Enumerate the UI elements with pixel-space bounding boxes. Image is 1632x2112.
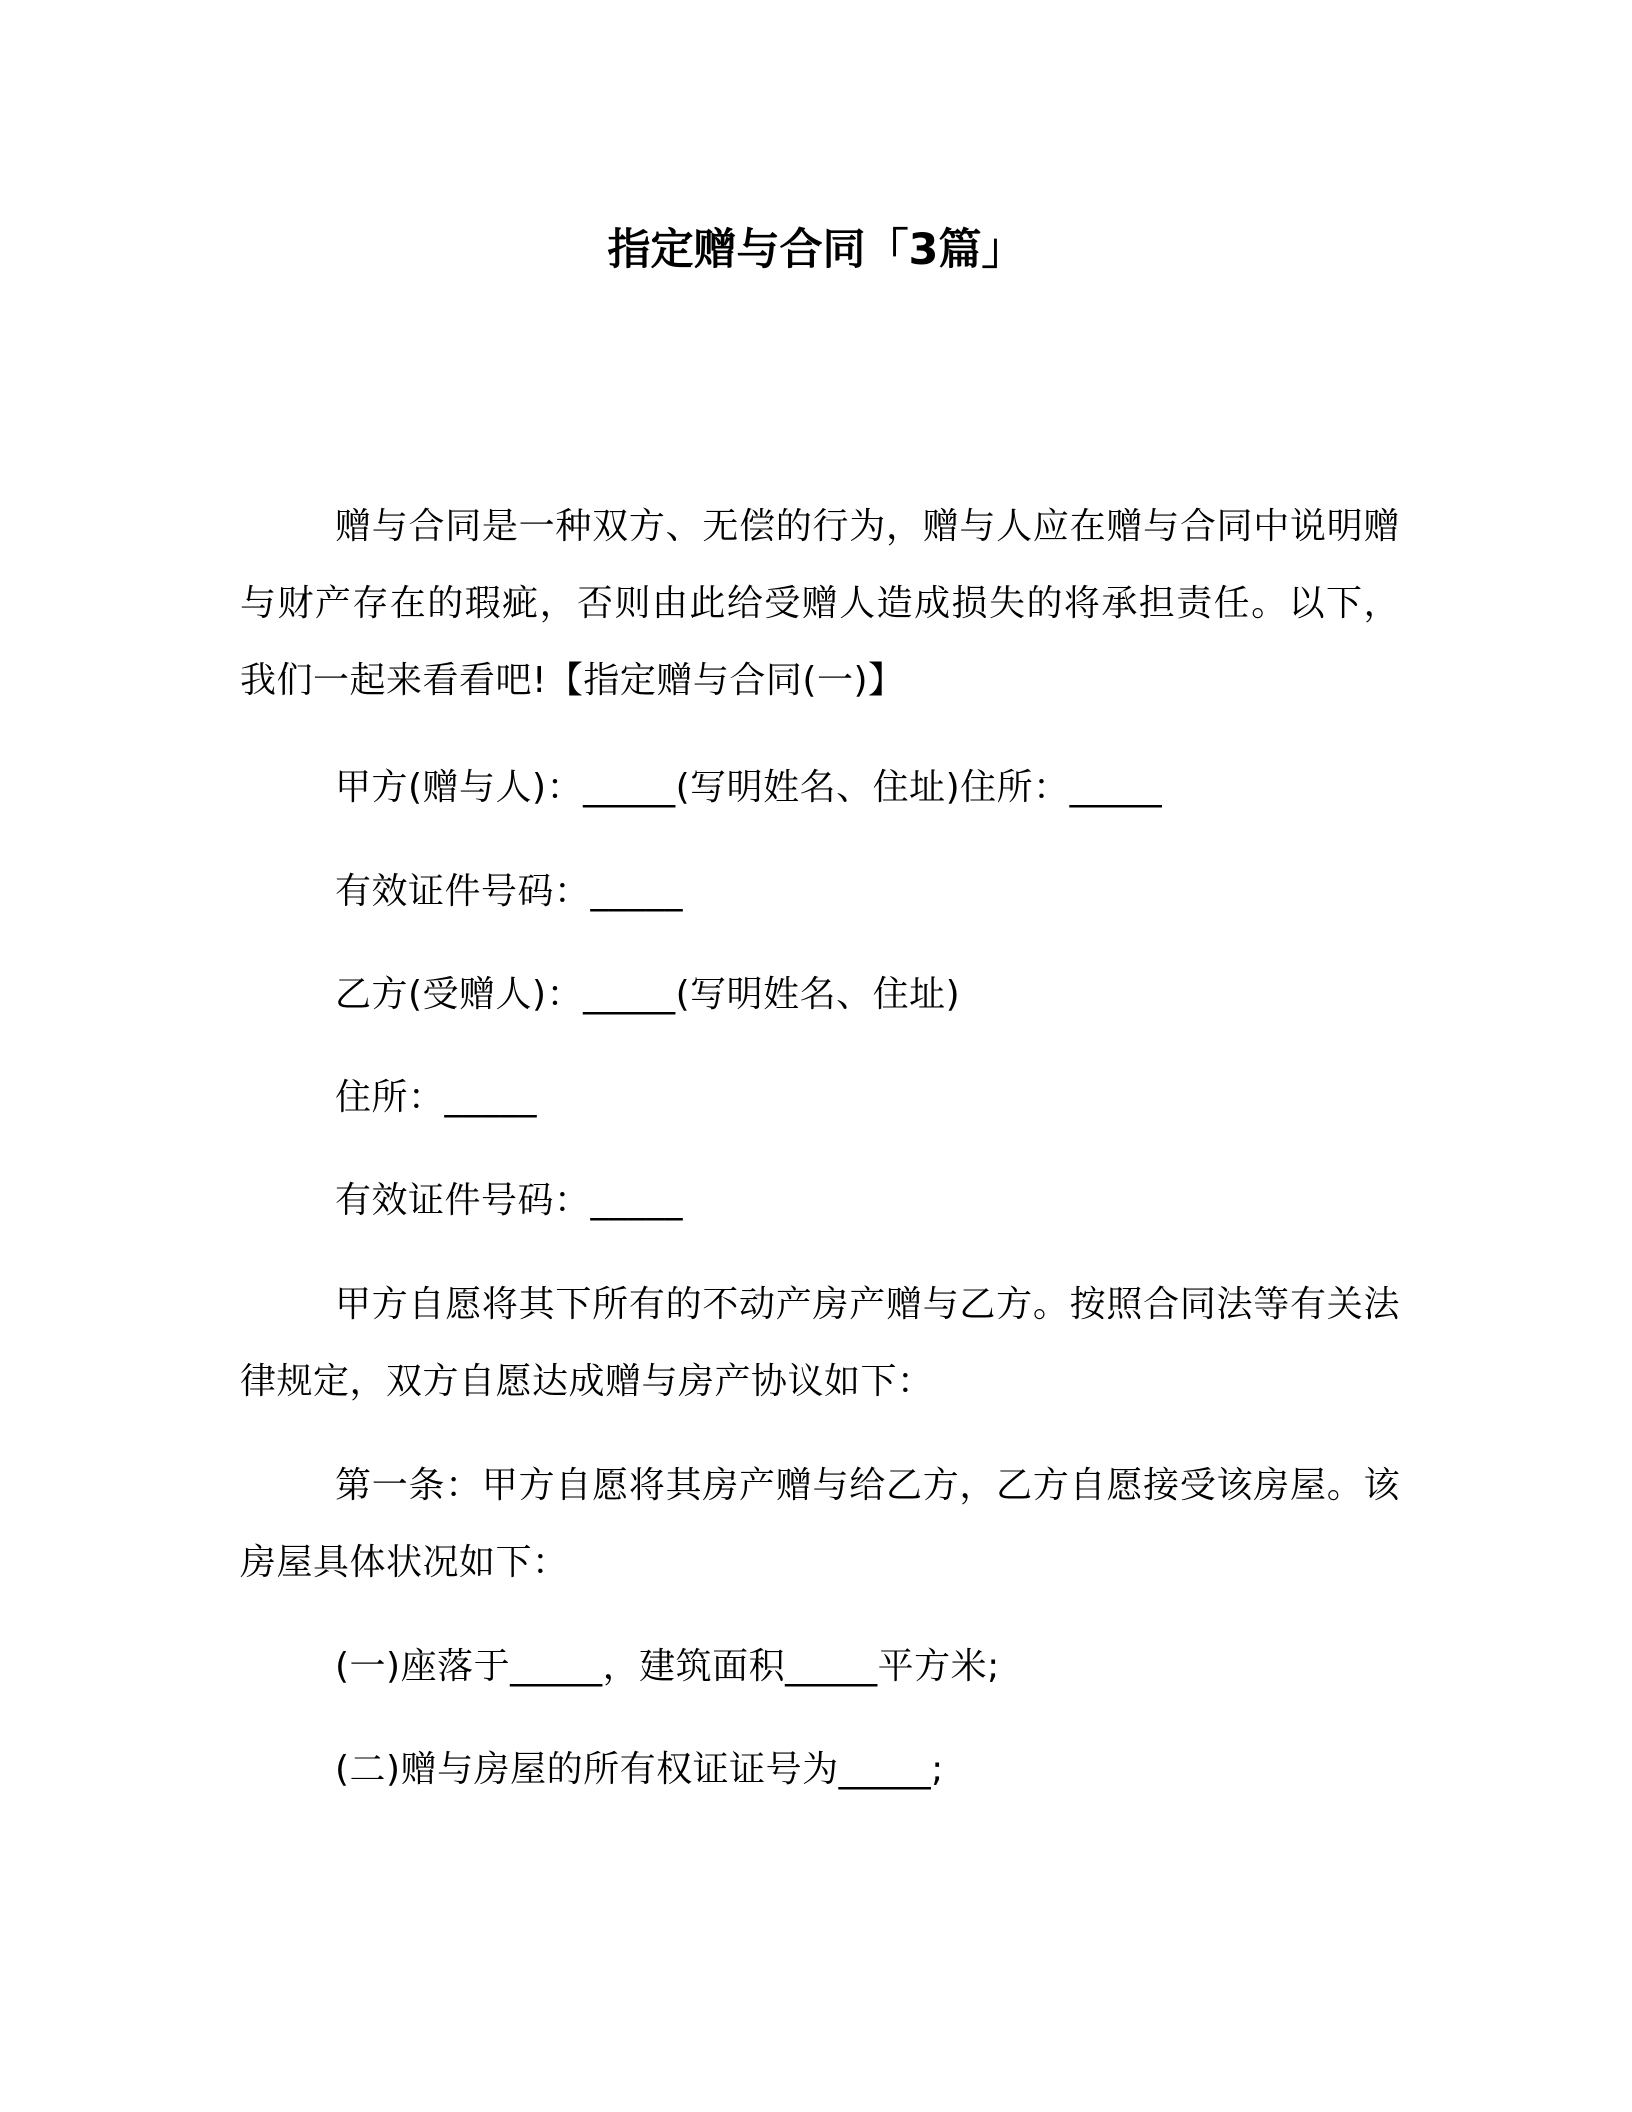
document-title: 指定赠与合同「3篇」 [607,225,1025,275]
gift-statement-paragraph: 甲方自愿将其下所有的不动产房产赠与乙方。按照合同法等有关法律规定，双方自愿达成赠与房产协议如下： [240,1284,1400,1402]
party-b-id-line: 有效证件号码：_____ [335,1180,684,1221]
property-certificate-line: (二)赠与房屋的所有权证证号为_____; [335,1749,944,1790]
party-b-line: 乙方(受赠人)：_____(写明姓名、住址) [335,974,961,1015]
party-a-line: 甲方(赠与人)：_____(写明姓名、住址)住所：_____ [335,767,1163,808]
party-a-id-line: 有效证件号码：_____ [335,871,684,912]
article-one-paragraph: 第一条：甲方自愿将其房产赠与给乙方，乙方自愿接受该房屋。该房屋具体状况如下： [240,1465,1400,1583]
intro-paragraph: 赠与合同是一种双方、无偿的行为，赠与人应在赠与合同中说明赠与财产存在的瑕疵，否则由此给受赠人造成损失的将承担责任。以下，我们一起来看看吧!【指定赠与合同(一)】 [240,506,1400,701]
party-b-address-line: 住所：_____ [335,1077,538,1118]
property-location-line: (一)座落于_____，建筑面积_____平方米; [335,1646,1000,1687]
